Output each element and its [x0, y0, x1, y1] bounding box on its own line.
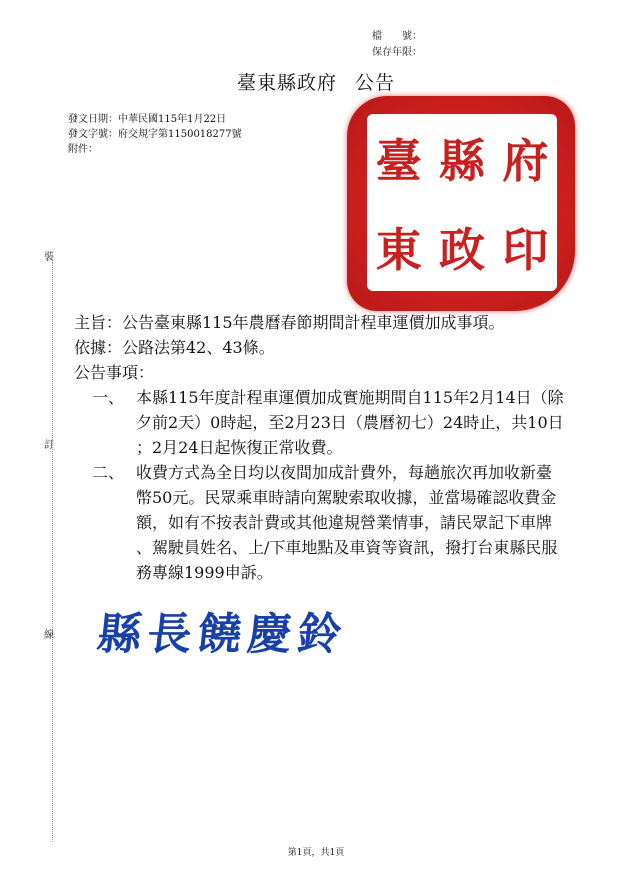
list-item [74, 385, 584, 460]
item-line: 夕前2天）0時起，至2月23日（農曆初七）24時止，共10日 [136, 413, 564, 432]
items-label: 公告事項： [74, 363, 155, 382]
seal-characters [367, 114, 557, 291]
list-item [74, 460, 584, 585]
issue-date: 發文日期：中華民國115年1月22日 [68, 114, 227, 125]
page-title [0, 68, 632, 95]
retention-label: 保存年限： [372, 47, 422, 58]
seal-char: 臺 [375, 134, 422, 189]
item-line: 幣50元。民眾乘車時請向駕駛索取收據，並當場確認收費金 [136, 488, 557, 507]
item-number: 一、 [92, 388, 125, 407]
seal-char: 縣 [438, 134, 485, 189]
seal-char: 東 [375, 222, 422, 277]
binding-mark-bottom: 線 [44, 630, 54, 641]
seal-char: 印 [502, 222, 549, 277]
basis-line: 依據：公路法第42、43條。 [74, 338, 275, 357]
item-line: 收費方式為全日均以夜間加成計費外，每趟旅次再加收新臺 [136, 463, 553, 482]
doc-type: 公告 [355, 72, 396, 94]
signature-stamp: 縣長饒慶鈴 [94, 609, 351, 660]
doc-info [68, 112, 242, 157]
subject-line: 主旨：公告臺東縣115年農曆春節期間計程車運價加成事項。 [74, 313, 505, 332]
item-line: 本縣115年度計程車運價加成實施期間自115年2月14日（除 [136, 388, 564, 407]
binding-mark-middle: 訂 [44, 440, 54, 451]
announcement-body [74, 310, 584, 585]
seal-inner [367, 114, 557, 291]
attachment: 附件： [68, 144, 98, 155]
binding-mark-top: 裝 [44, 252, 54, 263]
item-line: 務專線1999申訴。 [136, 563, 273, 582]
item-line: 額，如有不按表計費或其他違規營業情事，請民眾記下車牌 [136, 513, 553, 532]
doc-number: 發文字號：府交規字第1150018277號 [68, 129, 242, 140]
page-number: 第1頁，共1頁 [287, 848, 345, 858]
seal-char: 政 [438, 222, 485, 277]
item-line: ；2月24日起恢復正常收費。 [136, 438, 343, 457]
agency-name: 臺東縣政府 [236, 72, 337, 94]
item-line: 、駕駛員姓名、上/下車地點及車資等資訊，撥打台東縣民服 [136, 538, 558, 557]
file-number-label: 檔 號： [372, 31, 422, 42]
item-number: 二、 [92, 463, 125, 482]
official-seal [347, 96, 575, 311]
binding-line [52, 262, 53, 842]
seal-char: 府 [502, 134, 549, 189]
